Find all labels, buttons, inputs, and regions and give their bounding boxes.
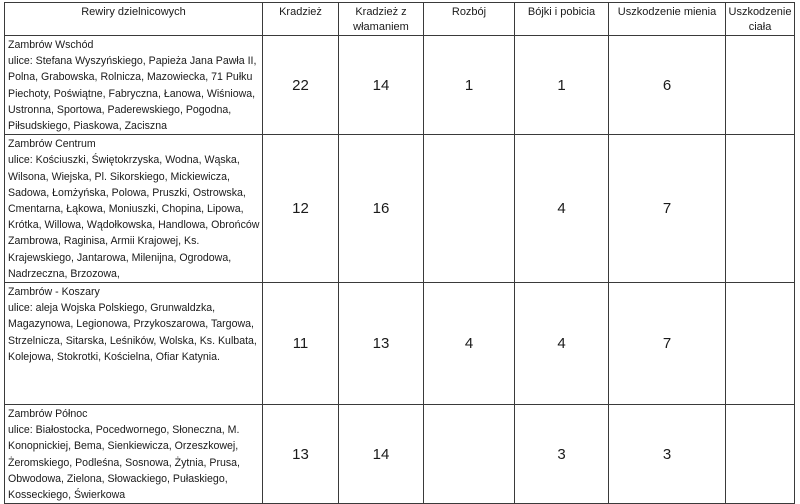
burglary-count: 14: [339, 36, 424, 135]
district-cell: [5, 283, 263, 405]
header-row: [5, 3, 795, 36]
theft-count: 12: [263, 135, 339, 283]
burglary-count: 16: [339, 135, 424, 283]
table-row: [5, 135, 795, 283]
district-name: Zambrów Wschód: [8, 39, 94, 51]
district-streets: ulice: aleja Wojska Polskiego, Grunwaldzka, Magazynowa, Legionowa, Przykoszarowa, Targowa, Strzelnicza, Sitarska, Leśników, Wolska, Ks. Kulbata, Kolejowa, Stokrotki, Kościelna, Ofiar Katynia.: [8, 302, 257, 363]
table-row: [5, 283, 795, 405]
district-streets: ulice: Stefana Wyszyńskiego, Papieża Jana Pawła II, Polna, Grabowska, Rolnicza, Mazowiecka, 71 Pułku Piechoty, Poświątne, Fabryczna, Łanowa, Wiśniowa, Ustronna, Sportowa, Paderewskiego, Pogodna, Piłsudskiego, Piaskowa, Zaciszna: [8, 55, 257, 133]
robbery-count: 4: [424, 283, 515, 405]
header-theft: Kradzież: [263, 3, 339, 36]
district-name: Zambrów - Koszary: [8, 286, 100, 299]
header-bodily-injury: Uszkodzenie ciała: [726, 3, 795, 36]
burglary-count: 13: [339, 283, 424, 405]
bodily-injury-count: [726, 36, 795, 135]
bodily-injury-count: [726, 405, 795, 504]
header-district: Rewiry dzielnicowych: [5, 3, 263, 36]
header-property-damage: Uszkodzenie mienia: [609, 3, 726, 36]
district-name: Zambrów Północ: [8, 408, 88, 421]
bodily-injury-count: [726, 283, 795, 405]
fights-count: 4: [515, 283, 609, 405]
crime-statistics-table: [4, 2, 795, 504]
burglary-count: 14: [339, 405, 424, 504]
property-damage-count: 3: [609, 405, 726, 504]
table-row: [5, 405, 795, 504]
district-name: Zambrów Centrum: [8, 138, 96, 151]
robbery-count: [424, 405, 515, 504]
property-damage-count: 7: [609, 283, 726, 405]
district-cell: [5, 135, 263, 283]
fights-count: 1: [515, 36, 609, 135]
robbery-count: [424, 135, 515, 283]
district-streets: ulice: Białostocka, Pocedwornego, Słoneczna, M. Konopnickiej, Bema, Sienkiewicza, Orzeszkowej, Żeromskiego, Podleśna, Sosnowa, Żytnia, Prusa, Obwodowa, Zielona, Słowackiego, Pułaskiego, Kosseckiego, Świerkowa: [8, 424, 240, 502]
fights-count: 4: [515, 135, 609, 283]
theft-count: 22: [263, 36, 339, 135]
district-cell: [5, 405, 263, 504]
property-damage-count: 6: [609, 36, 726, 135]
header-robbery: Rozbój: [424, 3, 515, 36]
header-fights: Bójki i pobicia: [515, 3, 609, 36]
table-row: [5, 36, 795, 135]
theft-count: 13: [263, 405, 339, 504]
property-damage-count: 7: [609, 135, 726, 283]
district-streets: ulice: Kościuszki, Świętokrzyska, Wodna, Wąska, Wilsona, Wiejska, Pl. Sikorskiego, Mickiewicza, Sadowa, Łomżyńska, Polowa, Pruszki, Ostrowska, Cmentarna, Łąkowa, Moniuszki, Chopina, Lipowa, Krótka, Willowa, Wądołkowska, Handlowa, Obrońców Zambrowa, Raginisa, Armii Krajowej, Ks. Krajewskiego, Jantarowa, Milenijna, Ogrodowa, Nadrzeczna, Brzozowa,: [8, 154, 260, 280]
robbery-count: 1: [424, 36, 515, 135]
header-burglary: Kradzież z włamaniem: [339, 3, 424, 36]
district-cell: [5, 36, 263, 135]
bodily-injury-count: [726, 135, 795, 283]
fights-count: 3: [515, 405, 609, 504]
theft-count: 11: [263, 283, 339, 405]
